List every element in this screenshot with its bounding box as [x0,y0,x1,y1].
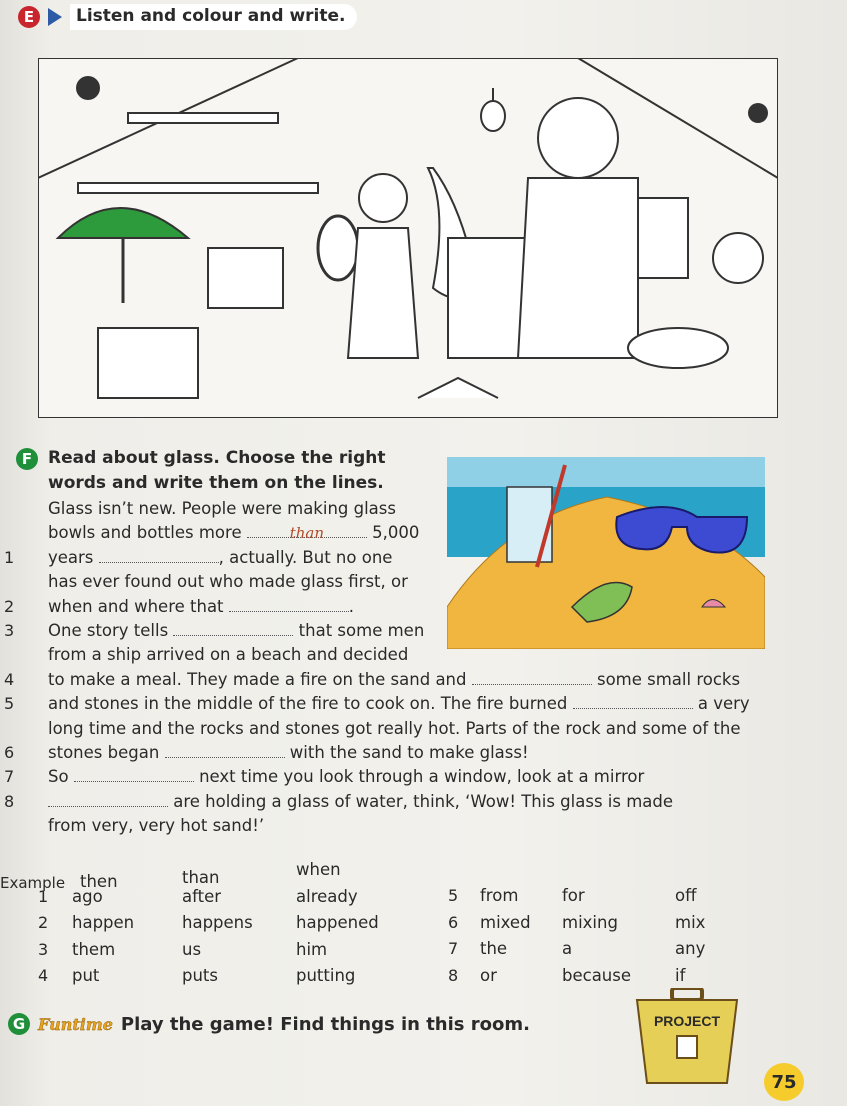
girl-icon [359,174,407,222]
reading-text: bowls and bottles more [48,523,247,543]
reading-line [4,790,750,814]
choice-number: 3 [38,939,49,959]
reading-text: that some men [293,620,425,640]
answer-blank[interactable]: than [247,521,367,538]
choice-word[interactable]: mixing [562,912,618,932]
reading-text: , actually. But no one [218,547,393,567]
choice-word[interactable]: ago [72,886,103,906]
spider-icon [748,103,768,123]
reading-line [4,765,750,789]
reading-text: Glass isn’t new. People were making glass [48,499,396,518]
boots-icon [638,198,688,278]
choice-word[interactable]: then [80,872,118,891]
line-number: 2 [4,596,15,616]
reading-line [4,692,750,716]
answer-blank[interactable] [173,619,293,636]
beach-glass-illustration [447,457,765,649]
reading-text: to make a meal. They made a fire on the sand and [48,669,472,689]
exercise-g-letter-badge: G [8,1013,30,1035]
man-icon [538,98,618,178]
choice-word[interactable]: us [182,939,202,959]
reading-text: 5,000 [366,523,420,543]
bat-icon [76,76,100,100]
choice-word[interactable]: from [480,886,519,905]
reading-text: with the sand to make glass! [284,742,529,762]
choice-number: 1 [38,886,49,906]
reading-text: when and where that [48,596,229,616]
attic-illustration [38,58,778,418]
line-number: 5 [4,694,15,714]
exercise-f-letter-badge: F [16,448,38,470]
exercise-g-instruction: Play the game! Find things in this room. [120,1013,530,1035]
exercise-letter-badge: E [18,6,40,28]
mirror-icon [318,216,358,280]
answer-blank[interactable] [472,668,592,685]
exercise-f-heading-line-2: words and write them on the lines. [48,473,384,493]
choice-word[interactable]: because [562,965,632,985]
choice-word[interactable]: after [182,886,222,906]
exercise-e-header [18,4,357,30]
choice-word[interactable]: a [562,939,573,958]
answer-blank[interactable] [165,741,285,758]
choice-word[interactable]: happens [182,913,253,932]
light-bulb-icon [481,101,505,131]
line-number: 8 [4,791,15,811]
choice-number: 4 [38,966,49,985]
choice-word[interactable]: when [296,860,341,879]
reading-line [4,668,750,692]
reading-text: So [48,767,74,787]
glass-of-water-icon [507,487,552,562]
reading-text: has ever found out who made glass first, or [48,572,408,592]
choice-word[interactable]: any [675,939,706,958]
answer-blank[interactable] [74,765,194,782]
project-label: PROJECT [653,1013,721,1029]
choice-number: 2 [38,913,49,932]
choice-word[interactable]: them [72,939,116,959]
choice-word[interactable]: mixed [480,912,531,932]
project-icon [632,988,742,1088]
reading-text: years [48,547,99,567]
reading-text: from very, very hot sand!’ [48,816,265,836]
exercise-f-heading [18,446,398,496]
reading-text: some small rocks [591,669,741,689]
choice-word[interactable]: putting [296,966,356,985]
reading-text: are holding a glass of water, think, ‘Wow! This glass is made [168,791,674,811]
exercise-f-heading-line-1: Read about glass. Choose the right [48,448,386,468]
reading-line [4,741,750,765]
choice-word[interactable]: off [675,886,697,905]
reading-text: stones began [48,742,165,762]
choice-word[interactable]: for [562,886,585,905]
reading-text: . [348,596,355,616]
line-number: 7 [4,767,15,787]
reading-text: long time and the rocks and stones got really hot. Parts of the rock and some of the [48,718,741,738]
choice-word[interactable]: if [675,965,686,985]
exercise-e-instruction: Listen and colour and write. [70,4,357,30]
line-number: 4 [4,669,15,689]
computer-icon [208,248,283,308]
audio-play-icon[interactable] [48,8,62,26]
reading-text: and stones in the middle of the fire to cook on. The fire burned [48,694,573,714]
line-number: 3 [4,620,15,640]
page-number: 75 [764,1063,804,1101]
choice-number: Example [0,874,66,892]
choice-word[interactable]: or [480,965,497,985]
exercise-g [8,1013,530,1035]
answer-blank[interactable] [229,595,349,612]
reading-text: from a ship arrived on a beach and decided [48,645,409,665]
reading-text: a very [692,694,750,714]
box-icon [98,328,198,398]
choice-word[interactable]: put [72,966,100,985]
reading-text: One story tells [48,620,174,640]
choice-word[interactable]: the [480,939,508,958]
choice-number: 6 [448,912,459,932]
choice-word[interactable]: puts [182,966,218,985]
reading-line [48,814,750,838]
line-number: 1 [4,547,15,567]
funtime-logo: Funtime [38,1014,113,1034]
shelf-top [128,113,278,123]
drum-icon [628,328,728,368]
reading-text: next time you look through a window, look at a mirror [193,767,645,787]
answer-blank[interactable] [99,546,219,563]
answer-blank[interactable] [48,790,168,807]
net-icon [713,233,763,283]
choice-word[interactable]: mix [675,912,706,932]
choice-word[interactable]: happen [72,913,135,932]
answer-blank[interactable] [573,692,693,709]
shelf-bottom [78,183,318,193]
choice-word[interactable]: happened [296,913,379,932]
choice-number: 8 [448,965,459,985]
line-number: 6 [4,742,15,762]
choice-word[interactable]: than [182,868,220,887]
choice-number: 5 [448,886,459,905]
reading-line [48,717,750,741]
choice-word[interactable]: him [296,939,328,959]
choice-number: 7 [448,939,459,958]
choice-word[interactable]: already [296,886,358,906]
